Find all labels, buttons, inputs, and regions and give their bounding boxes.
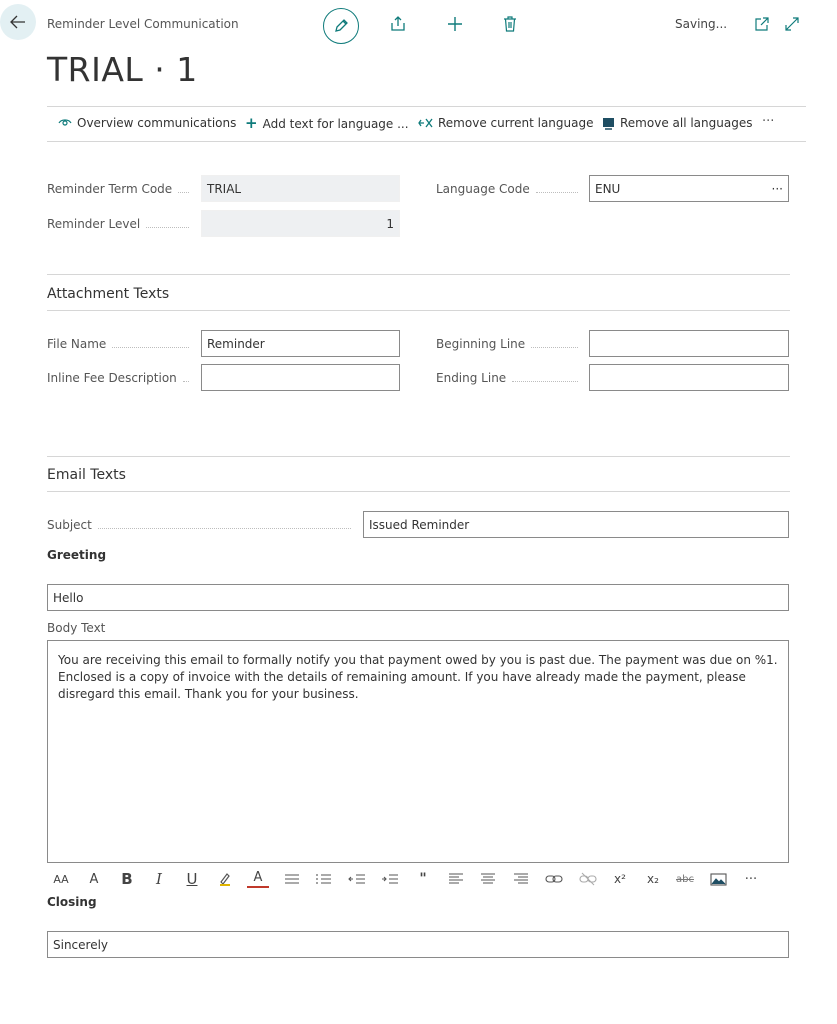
inline-fee-description-field[interactable]: [201, 364, 400, 391]
numbered-list-icon: [316, 873, 332, 885]
ending-line-label: Ending Line: [436, 364, 584, 391]
share-button[interactable]: [388, 14, 408, 34]
remove-all-icon: [602, 117, 615, 130]
insert-link-button[interactable]: [543, 868, 565, 890]
greeting-label: Greeting: [47, 548, 107, 562]
email-section-top-divider: [47, 456, 790, 457]
language-code-label: Language Code: [436, 175, 584, 202]
align-center-icon: [480, 873, 496, 885]
language-code-value: ENU: [595, 181, 621, 196]
remove-all-languages-label: Remove all languages: [620, 116, 753, 130]
remove-all-languages-action[interactable]: [602, 116, 752, 130]
expand-icon: [784, 16, 800, 32]
attachment-section-top-divider: [47, 274, 790, 275]
pencil-icon: [333, 18, 349, 34]
file-name-label: File Name: [47, 330, 195, 357]
italic-icon[interactable]: I: [156, 870, 162, 888]
quote-icon[interactable]: ": [419, 871, 427, 887]
breadcrumb: Reminder Level Communication: [47, 17, 239, 31]
subject-field[interactable]: Issued Reminder: [363, 511, 789, 538]
unlink-icon: [579, 872, 597, 886]
image-icon: [710, 873, 727, 886]
lookup-ellipsis-icon[interactable]: ···: [771, 181, 783, 196]
link-icon: [545, 873, 563, 885]
plus-icon: [447, 16, 463, 32]
closing-label: Closing: [47, 895, 97, 909]
increase-indent-icon: [381, 873, 399, 885]
remove-current-language-label: Remove current language: [438, 116, 594, 130]
highlight-color-button[interactable]: [214, 868, 236, 890]
arrow-left-icon: [10, 15, 26, 29]
insert-image-button[interactable]: [707, 868, 729, 890]
email-section-bottom-divider: [47, 491, 790, 492]
font-size-icon[interactable]: AA: [53, 872, 69, 886]
reminder-level-label: Reminder Level: [47, 210, 195, 237]
align-right-icon: [513, 873, 529, 885]
open-new-window-icon: [754, 16, 770, 32]
eye-icon: [58, 118, 72, 128]
underline-icon[interactable]: U: [186, 870, 198, 888]
page-title: TRIAL · 1: [47, 50, 198, 89]
decrease-indent-icon: [348, 873, 366, 885]
reminder-term-code-label: Reminder Term Code: [47, 175, 195, 202]
greeting-field[interactable]: Hello: [47, 584, 789, 611]
toolbar-more-icon[interactable]: ···: [744, 871, 758, 887]
bold-icon[interactable]: B: [121, 870, 133, 888]
body-text-label: Body Text: [47, 621, 106, 635]
highlighter-icon: [217, 871, 233, 887]
open-new-window-button[interactable]: [752, 14, 772, 34]
trash-icon: [502, 15, 518, 33]
new-button[interactable]: [445, 14, 465, 34]
closing-field[interactable]: Sincerely: [47, 931, 789, 958]
align-right-button[interactable]: [510, 868, 532, 890]
align-left-icon: [448, 873, 464, 885]
font-color-icon[interactable]: A: [247, 868, 269, 888]
save-status: Saving...: [675, 17, 728, 31]
plus-icon: +: [245, 114, 258, 132]
align-center-button[interactable]: [477, 868, 499, 890]
add-text-for-language-action[interactable]: [245, 116, 409, 131]
beginning-line-field[interactable]: [589, 330, 789, 357]
text-highlight-size-icon[interactable]: A: [89, 871, 99, 887]
bulleted-list-button[interactable]: [281, 868, 303, 890]
action-bar-bottom-divider: [47, 141, 806, 142]
inline-fee-description-label: Inline Fee Description: [47, 364, 195, 391]
overview-communications-action[interactable]: [58, 116, 236, 130]
reminder-term-code-field[interactable]: TRIAL: [201, 175, 400, 202]
reminder-level-field[interactable]: 1: [201, 210, 400, 237]
beginning-line-label: Beginning Line: [436, 330, 584, 357]
subscript-icon[interactable]: x₂: [647, 872, 659, 886]
remove-link-button[interactable]: [577, 868, 599, 890]
superscript-icon[interactable]: x²: [614, 872, 626, 886]
email-texts-heading[interactable]: Email Texts: [47, 467, 126, 483]
decrease-indent-button[interactable]: [346, 868, 368, 890]
share-icon: [389, 15, 407, 33]
attachment-texts-heading[interactable]: Attachment Texts: [47, 286, 170, 302]
bulleted-list-icon: [284, 873, 300, 885]
align-left-button[interactable]: [445, 868, 467, 890]
action-bar-top-divider: [47, 106, 806, 107]
overview-communications-label: Overview communications: [77, 116, 237, 130]
numbered-list-button[interactable]: [313, 868, 335, 890]
file-name-field[interactable]: Reminder: [201, 330, 400, 357]
increase-indent-button[interactable]: [379, 868, 401, 890]
subject-label: Subject: [47, 511, 357, 538]
attachment-section-bottom-divider: [47, 310, 790, 311]
strikethrough-icon[interactable]: abc: [676, 873, 694, 885]
expand-button[interactable]: [782, 14, 802, 34]
ending-line-field[interactable]: [589, 364, 789, 391]
add-text-for-language-label: Add text for language ...: [262, 116, 409, 131]
edit-button[interactable]: [323, 8, 359, 44]
body-text-editor[interactable]: You are receiving this email to formally notify you that payment owed by you is past due. The payment was due on %1. Enclosed is a copy of invoice with the details of remaining amount. If you have already made the payment, please disregard this email. Thank you for your business.: [47, 640, 789, 863]
delete-button[interactable]: [500, 14, 520, 34]
remove-language-icon: [418, 117, 433, 129]
more-actions-button[interactable]: ···: [762, 114, 775, 129]
language-code-field[interactable]: [589, 175, 789, 202]
back-button[interactable]: [0, 4, 36, 40]
remove-current-language-action[interactable]: [418, 116, 593, 130]
